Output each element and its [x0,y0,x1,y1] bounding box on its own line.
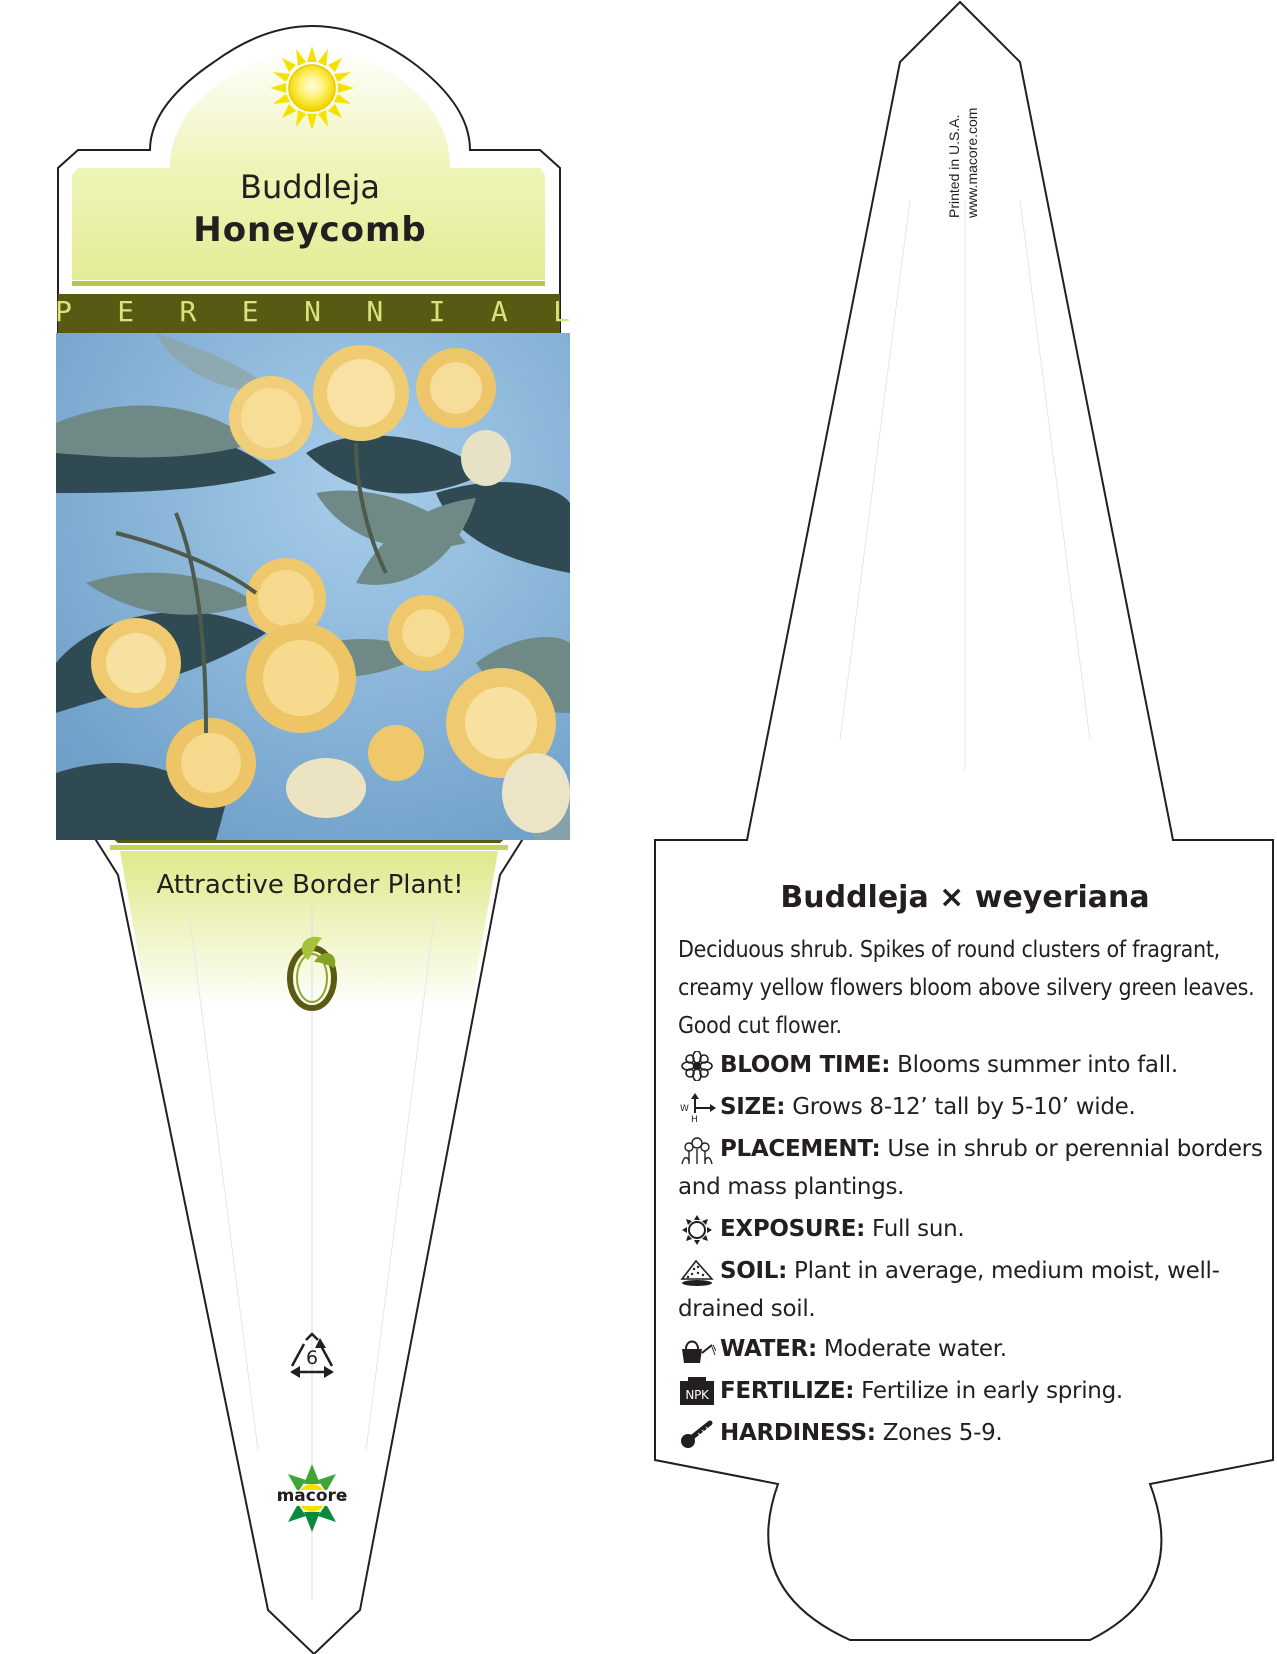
front-header-rule [72,281,545,286]
category-letter: N [304,295,321,328]
website: www.macore.com [964,107,980,218]
brand-logo [270,1462,354,1534]
attribute-text: Fertilize in early spring. [861,1378,1123,1404]
recycle-icon [286,1332,338,1378]
category-letter: P [55,295,72,328]
watering-can-icon [678,1335,716,1365]
botanical-name: Buddleja × weyeriana [780,880,1150,915]
attribute-label: BLOOM TIME: [720,1052,891,1078]
attribute-text: Use in shrub or perennial borders and mass plantings. [678,1136,1263,1200]
npk-icon [678,1377,716,1407]
sun-icon [270,46,354,130]
npk-label: NPK [685,1387,709,1402]
placement-icon [678,1135,716,1165]
attribute-text: Blooms summer into fall. [897,1052,1178,1078]
attribute-bloom-time [678,1046,1263,1084]
category-label [55,295,570,328]
tagline: Attractive Border Plant! [156,870,464,900]
category-letter: E [241,295,259,328]
plant-genus: Buddleja [240,168,380,206]
recycle-number: 6 [305,1347,319,1369]
size-icon [678,1093,716,1123]
attribute-water [678,1330,1263,1368]
front-lower-rule [110,845,508,850]
category-letter: N [366,295,384,328]
attribute-hardiness [678,1414,1263,1452]
attribute-label: HARDINESS: [720,1420,876,1446]
attribute-text: Grows 8-12’ tall by 5-10’ wide. [792,1094,1136,1120]
attribute-label: WATER: [720,1336,817,1362]
attribute-label: SOIL: [720,1258,788,1284]
attribute-label: FERTILIZE: [720,1378,855,1404]
plant-photo [56,333,570,840]
thermometer-icon [678,1419,716,1449]
print-info [940,48,980,218]
plant-description: Deciduous shrub. Spikes of round clusters of fragrant, creamy yellow flowers bloom above silvery green leaves. Good cut flower. [678,937,1255,1039]
brand-name: macore [276,1486,348,1506]
category-letter: R [179,295,197,328]
attribute-label: EXPOSURE: [720,1216,866,1242]
category-letter: I [428,295,446,328]
attribute-label: PLACEMENT: [720,1136,881,1162]
attribute-size [678,1088,1263,1126]
printed-in: Printed in U.S.A. [946,114,962,218]
soil-icon [678,1257,716,1287]
category-letter: E [117,295,135,328]
size-height-letter: H [691,1114,698,1123]
attribute-text: Full sun. [872,1216,965,1242]
category-letter: L [553,295,570,328]
attribute-soil [678,1252,1263,1328]
attribute-text: Moderate water. [823,1336,1007,1362]
attribute-text: Zones 5-9. [882,1420,1003,1446]
sun-icon [678,1215,716,1245]
category-letter: A [490,295,508,328]
attribute-label: SIZE: [720,1094,786,1120]
plant-cultivar: Honeycomb [193,210,427,250]
attribute-fertilize [678,1372,1263,1410]
attribute-exposure [678,1210,1263,1248]
attribute-text: Plant in average, medium moist, well-drained soil. [678,1258,1220,1322]
flower-icon [678,1051,716,1081]
size-width-letter: W [680,1103,689,1114]
attribute-placement [678,1130,1263,1206]
